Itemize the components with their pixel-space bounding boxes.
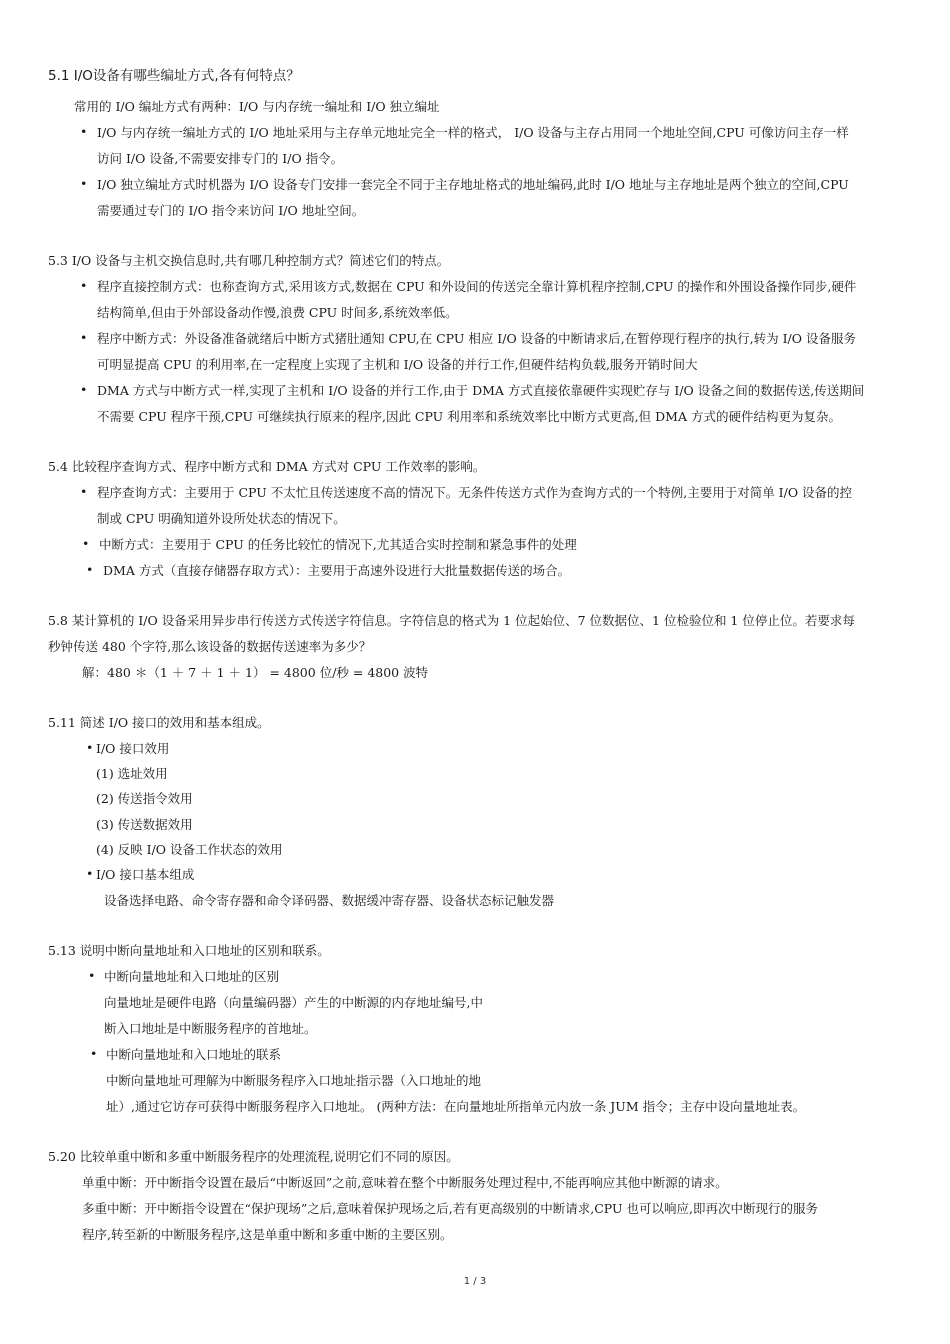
question-5-3-bullet-2-line-1: 程序中断方式：外设备准备就绪后中断方式猪肚通知 CPU,在 CPU 相应 I/O 设备的中断请求后,在暂停现行程序的执行,转为 I/O 设备服务 (97, 331, 856, 346)
question-5-4-bullet-1-line-1: 程序查询方式：主要用于 CPU 不太忙且传送速度不高的情况下。无条件传送方式作为查询方式的一个特例,主要用于对简单 I/O 设备的控 (97, 485, 853, 500)
question-5-13-heading-relation: 中断向量地址和入口地址的联系 (106, 1047, 282, 1062)
question-5-1-bullet-1-line-1: I/O 与内存统一编址方式的 I/O 地址采用与主存单元地址完全一样的格式， I/O 设备与主存占用同一个地址空间,CPU 可像访问主存一样 (97, 125, 849, 140)
question-5-1-bullet-2-line-2: 需要通过专门的 I/O 指令来访问 I/O 地址空间。 (97, 203, 365, 218)
bullet: • (80, 176, 88, 191)
question-5-13-heading-difference: 中断向量地址和入口地址的区别 (104, 969, 280, 984)
question-5-3-title: 5.3 I/O 设备与主机交换信息时,共有哪几种控制方式？简述它们的特点。 (48, 253, 450, 268)
question-5-20-single-interrupt: 单重中断：开中断指令设置在最后“中断返回”之前,意味着在整个中断服务处理过程中,不能再响应其他中断源的请求。 (82, 1175, 728, 1190)
question-5-13-difference-line-2: 断入口地址是中断服务程序的首地址。 (104, 1021, 317, 1036)
question-5-1-title: 5.1 I/O设备有哪些编址方式,各有何特点？ (48, 68, 300, 84)
bullet: • (80, 382, 88, 397)
question-5-11-heading-composition: I/O 接口基本组成 (96, 867, 195, 882)
question-5-3-bullet-2-line-2: 可明显提高 CPU 的利用率,在一定程度上实现了主机和 I/O 设备的并行工作,但硬件结构负载,服务开销时间大 (97, 357, 698, 372)
question-5-20-multi-interrupt-line-2: 程序,转至新的中断服务程序,这是单重中断和多重中断的主要区别。 (82, 1227, 453, 1242)
question-5-11-item-4: (4) 反映 I/O 设备工作状态的效用 (96, 842, 283, 857)
bullet: • (82, 536, 90, 551)
question-5-3-bullet-1-line-1: 程序直接控制方式：也称查询方式,采用该方式,数据在 CPU 和外设间的传送完全靠计算机程序控制,CPU 的操作和外围设备操作同步,硬件 (97, 279, 857, 294)
question-5-20-title: 5.20 比较单重中断和多重中断服务程序的处理流程,说明它们不同的原因。 (48, 1149, 459, 1164)
question-5-1-intro: 常用的 I/O 编址方式有两种：I/O 与内存统一编址和 I/O 独立编址 (74, 99, 440, 114)
question-5-8-title-line-1: 5.8 某计算机的 I/O 设备采用异步串行传送方式传送字符信息。字符信息的格式为 1 位起始位、7 位数据位、1 位检验位和 1 位停止位。若要求每 (48, 613, 855, 628)
bullet: • (80, 278, 88, 293)
bullet: • (86, 562, 94, 577)
question-5-1-bullet-2-line-1: I/O 独立编址方式时机器为 I/O 设备专门安排一套完全不同于主存地址格式的地址编码,此时 I/O 地址与主存地址是两个独立的空间,CPU (97, 177, 849, 192)
page-number: 1 / 3 (463, 1276, 487, 1287)
bullet: • (90, 1046, 98, 1061)
question-5-4-title: 5.4 比较程序查询方式、程序中断方式和 DMA 方式对 CPU 工作效率的影响。 (48, 459, 486, 474)
question-5-11-composition: 设备选择电路、命令寄存器和命令译码器、数据缓冲寄存器、设备状态标记触发器 (104, 893, 555, 908)
bullet: • (88, 968, 96, 983)
question-5-13-difference-line-1: 向量地址是硬件电路（向量编码器）产生的中断源的内存地址编号,中 (104, 995, 483, 1010)
question-5-20-multi-interrupt-line-1: 多重中断：开中断指令设置在“保护现场”之后,意味着保护现场之后,若有更高级别的中断请求,CPU 也可以响应,即再次中断现行的服务 (82, 1201, 818, 1216)
bullet: • (80, 330, 88, 345)
question-5-8-title-line-2: 秒钟传送 480 个字符,那么该设备的数据传送速率为多少？ (48, 639, 372, 654)
bullet: • (80, 484, 88, 499)
question-5-11-item-2: (2) 传送指令效用 (96, 791, 193, 806)
question-5-13-title: 5.13 说明中断向量地址和入口地址的区别和联系。 (48, 943, 330, 958)
question-5-4-bullet-1-line-2: 制或 CPU 明确知道外设所处状态的情况下。 (97, 511, 346, 526)
question-5-4-bullet-3: DMA 方式（直接存储器存取方式）：主要用于高速外设进行大批量数据传送的场合。 (103, 563, 571, 578)
bullet: • (86, 740, 94, 755)
bullet: • (80, 124, 88, 139)
question-5-8-answer: 解：480 ＊（1 ＋ 7 ＋ 1 ＋ 1） = 4800 位/秒 = 4800 波特 (82, 665, 429, 680)
question-5-3-bullet-3-line-1: DMA 方式与中断方式一样,实现了主机和 I/O 设备的并行工作,由于 DMA 方式直接依靠硬件实现贮存与 I/O 设备之间的数据传送,传送期间 (97, 383, 865, 398)
question-5-4-bullet-2: 中断方式：主要用于 CPU 的任务比较忙的情况下,尤其适合实时控制和紧急事件的处理 (99, 537, 577, 552)
question-5-13-relation-line-1: 中断向量地址可理解为中断服务程序入口地址指示器（入口地址的地 (106, 1073, 482, 1088)
question-5-1-bullet-1-line-2: 访问 I/O 设备,不需要安排专门的 I/O 指令。 (97, 151, 344, 166)
question-5-11-title: 5.11 简述 I/O 接口的效用和基本组成。 (48, 715, 270, 730)
question-5-11-item-3: (3) 传送数据效用 (96, 817, 193, 832)
question-5-3-bullet-3-line-2: 不需要 CPU 程序干预,CPU 可继续执行原来的程序,因此 CPU 利用率和系统效率比中断方式更高,但 DMA 方式的硬件结构更为复杂。 (97, 409, 841, 424)
bullet: • (86, 866, 94, 881)
question-5-11-heading-function: I/O 接口效用 (96, 741, 170, 756)
question-5-3-bullet-1-line-2: 结构简单,但由于外部设备动作慢,浪费 CPU 时间多,系统效率低。 (97, 305, 458, 320)
question-5-11-item-1: (1) 选址效用 (96, 766, 168, 781)
question-5-13-relation-line-2: 址）,通过它访存可获得中断服务程序入口地址。 (两种方法：在向量地址所指单元内放一条 JUM 指令；主存中设向量地址表。 (106, 1099, 806, 1114)
